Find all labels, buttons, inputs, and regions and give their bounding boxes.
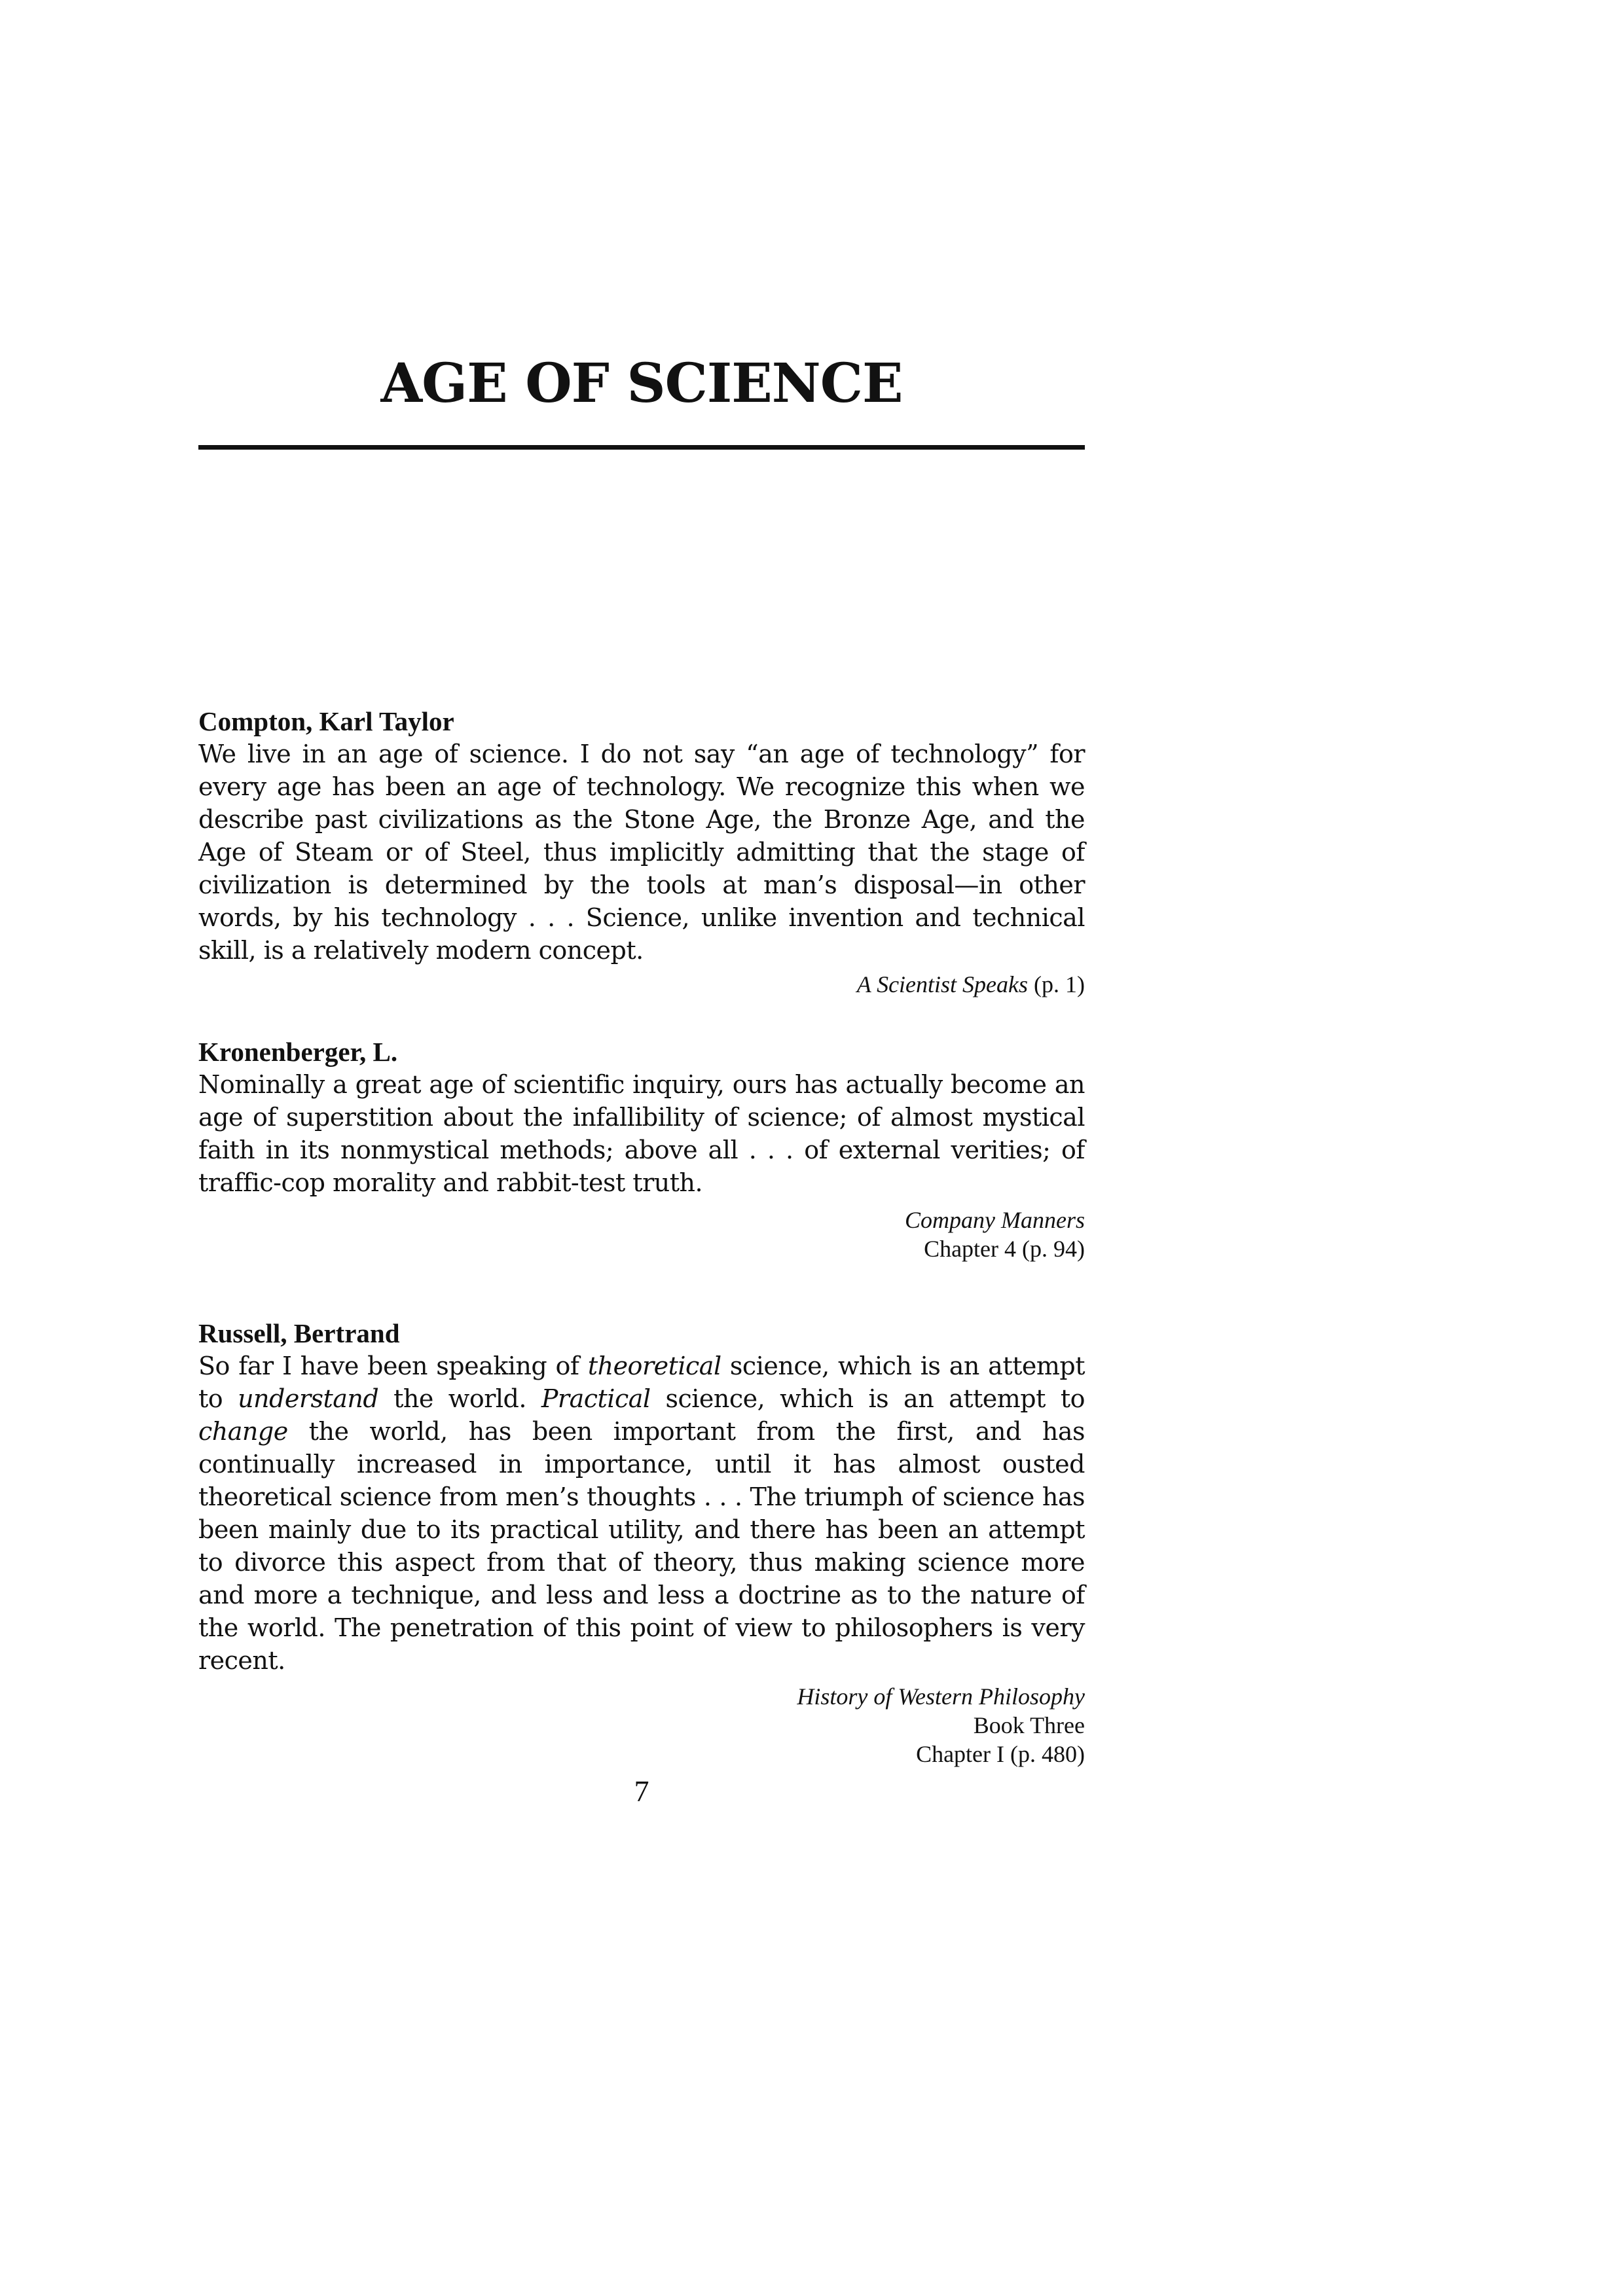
entry-author: Russell, Bertrand [198,1318,400,1348]
quote-entry-kronenberger [198,1035,1085,1263]
citation-work-title: Company Manners [905,1207,1085,1233]
quote-emphasis: change [198,1417,288,1446]
entry-author: Kronenberger, L. [198,1037,398,1067]
quote-emphasis: theoretical [587,1352,721,1380]
citation-page: (p. 1) [1028,971,1085,997]
quote-emphasis: Practical [541,1384,651,1413]
quote-text: the world. [378,1384,541,1413]
page-title: AGE OF SCIENCE [380,352,903,415]
quote-text: science, which is an attempt to [650,1384,1085,1413]
entry-quote: Nominally a great age of scientific inquiry, ours has actually become an age of superstition about the infallibility of science; of almost mystical faith in its nonmystical methods; above all . . . of external verities; of traffic-cop morality and rabbit-test truth. [198,1070,1085,1197]
entry-citation [198,1206,1085,1263]
entry-citation [198,1682,1085,1768]
quote-text: the world, has been important from the first, and has continually increased in importance, until it has almost ousted theoretical science from men’s thoughts . . . The triumph of science has been mainly due to its practical utility, and there has been an attempt to divorce this aspect from that of theory, thus making science more and more a technique, and less and less a doctrine as to the nature of the world. The penetration of this point of view to philosophers is very recent. [198,1417,1085,1675]
citation-book: Book Three [973,1712,1085,1738]
entry-citation [198,970,1085,999]
quote-text: So far I have been speaking of [198,1352,588,1380]
quote-entry-russell [198,1317,1085,1768]
citation-chapter: Chapter 4 (p. 94) [924,1236,1085,1262]
quote-emphasis: understand [238,1384,379,1413]
quote-text: science, which is an attempt to [198,1352,1085,1413]
entry-quote: We live in an age of science. I do not say “an age of technology” for every age has been an age of technology. We recognize this when we describe past civilizations as the Stone Age, the Bronze Age, and the Age of Steam or of Steel, thus implicitly admitting that the stage of civilization is determined by the tools at man’s disposal—in other words, by his technology . . . Science, unlike invention and technical skill, is a relatively modern concept. [198,740,1085,965]
page-number: 7 [634,1774,649,1808]
citation-work-title: A Scientist Speaks [856,971,1029,997]
title-rule [198,445,1085,450]
citation-work-title: History of Western Philosophy [797,1683,1085,1710]
citation-chapter: Chapter I (p. 480) [916,1741,1085,1767]
entry-quote [198,1350,1085,1677]
entry-author: Compton, Karl Taylor [198,706,454,736]
quote-entry-compton [198,705,1085,999]
